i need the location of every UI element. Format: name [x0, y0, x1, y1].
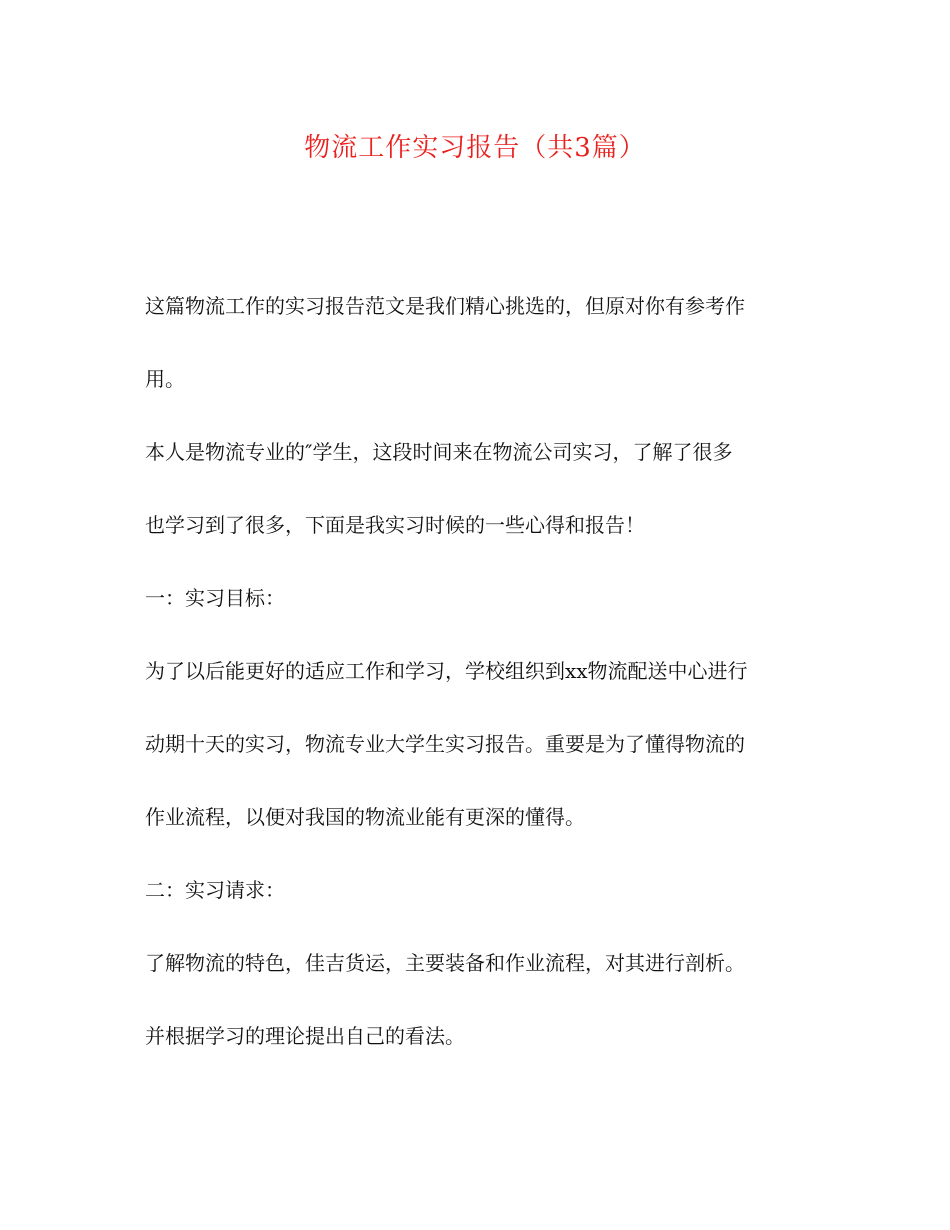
document-title: 物流工作实习报告（共3篇） [304, 133, 646, 163]
section-heading: 二：实习请求： [145, 878, 285, 902]
section-heading: 一：实习目标： [145, 586, 285, 610]
paragraph-line: 这篇物流工作的实习报告范文是我们精心挑选的，但原对你有参考作 [145, 294, 745, 318]
paragraph-line: 了解物流的特色，佳吉货运，主要装备和作业流程，对其进行剖析。 [145, 951, 745, 975]
paragraph-line: 并根据学习的理论提出自己的看法。 [145, 1024, 465, 1048]
paragraph-line: 作业流程，以便对我国的物流业能有更深的懂得。 [145, 805, 585, 829]
paragraph-line: 动期十天的实习，物流专业大学生实习报告。重要是为了懂得物流的 [145, 732, 745, 756]
paragraph-line: 为了以后能更好的适应工作和学习，学校组织到xx物流配送中心进行 [145, 659, 748, 683]
paragraph-line: 也学习到了很多，下面是我实习时候的一些心得和报告！ [145, 513, 645, 537]
paragraph-line: 本人是物流专业的″学生，这段时间来在物流公司实习，了解了很多 [145, 440, 733, 464]
paragraph-line: 用。 [145, 367, 185, 391]
